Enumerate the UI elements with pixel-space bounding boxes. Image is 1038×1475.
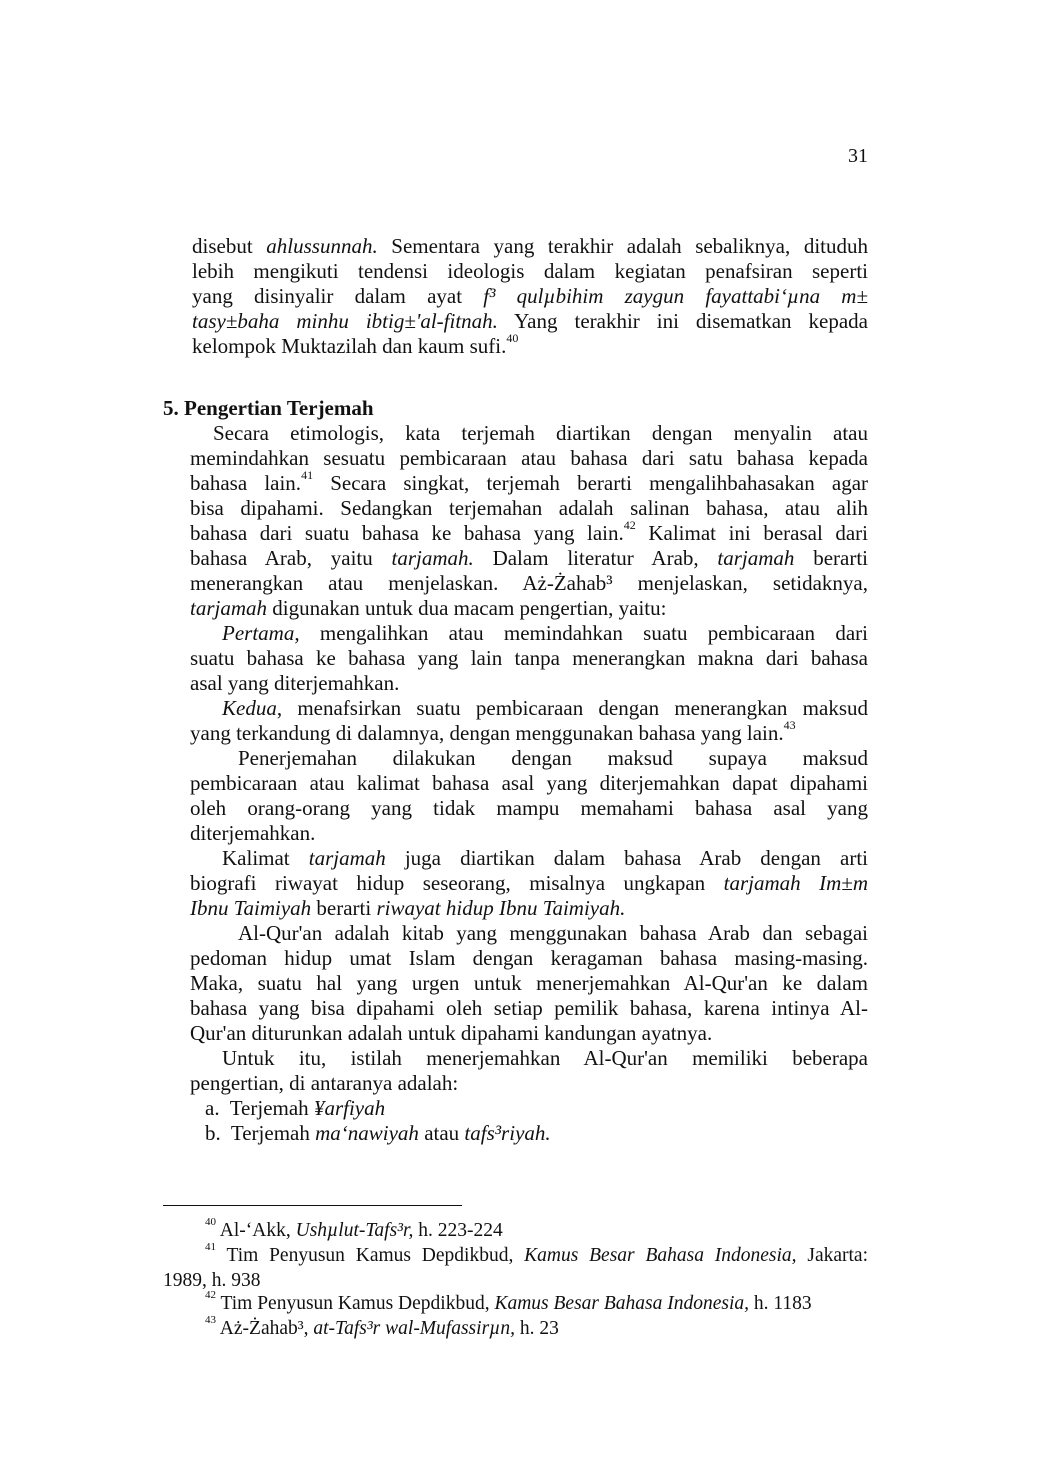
text: Al-Qur'an adalah kitab yang menggunakan bahasa Arab dan sebagai — [238, 921, 868, 945]
text: digunakan untuk dua macam pengertian, yaitu: — [267, 596, 667, 620]
italic-text: tarjamah — [308, 846, 386, 870]
text-line — [192, 259, 868, 284]
text-line — [190, 446, 868, 471]
text-line — [192, 331, 519, 359]
text: bisa dipahami. Sedangkan terjemahan adalah salinan bahasa, atau alih — [190, 496, 868, 520]
text: Kalimat ini berasal dari — [635, 521, 868, 545]
italic-text: tarjamah — [190, 596, 268, 620]
italic-text: Ibnu Taimiyah — [190, 896, 312, 920]
text-line — [238, 746, 868, 771]
text: juga diartikan dalam bahasa Arab dengan arti — [385, 846, 868, 870]
text: Maka, suatu hal yang urgen untuk menerjemahkan Al-Qur'an ke dalam — [190, 971, 868, 995]
text: Secara etimologis, kata terjemah diartikan dengan menyalin atau — [213, 421, 868, 445]
italic-text: Ushµlut-Tafs³r, — [295, 1220, 414, 1241]
text: a. Terjemah — [205, 1096, 314, 1120]
text-line — [190, 468, 869, 496]
text: Yang terakhir ini disematkan kepada — [497, 309, 868, 333]
text-line — [190, 971, 868, 996]
footnote-line — [205, 1316, 559, 1341]
text: asal yang diterjemahkan. — [190, 671, 400, 695]
text: h. 1183 — [749, 1293, 812, 1314]
footnote-line — [205, 1291, 812, 1316]
footnote-ref: 40 — [506, 331, 519, 345]
text: atau — [418, 1121, 465, 1145]
italic-text: f³ qulµbihim zaygun fayattabi‘µna m± — [483, 284, 868, 308]
footnote-ref: 40 — [205, 1216, 216, 1228]
text-line — [190, 771, 868, 796]
footnote-ref: 43 — [783, 718, 796, 732]
footnote-ref: 41 — [301, 468, 314, 482]
text: disebut — [192, 234, 267, 258]
text-line — [213, 421, 868, 446]
italic-text: at-Tafs³r wal-Mufassirµn, — [313, 1318, 516, 1339]
text-line — [238, 921, 868, 946]
text: memindahkan sesuatu pembicaraan atau bahasa dari satu bahasa kepada — [190, 446, 868, 470]
text: pembicaraan atau kalimat bahasa asal yang diterjemahkan dapat dipahami — [190, 771, 868, 795]
text-line — [190, 596, 666, 621]
text-line — [190, 571, 868, 596]
text: bahasa dari suatu bahasa ke bahasa yang lain. — [190, 521, 624, 545]
footnote-ref: 42 — [205, 1289, 216, 1301]
text: suatu bahasa ke bahasa yang lain tanpa menerangkan makna dari bahasa — [190, 646, 868, 670]
text: 1989, h. 938 — [163, 1270, 261, 1291]
text-line — [190, 896, 625, 921]
text: Tim Penyusun Kamus Depdikbud, — [216, 1245, 525, 1266]
text-line — [190, 996, 868, 1021]
text: h. 223-224 — [413, 1220, 503, 1241]
text-line — [190, 1071, 458, 1096]
italic-text: ¥arfiyah — [313, 1096, 386, 1120]
text: pedoman hidup umat Islam dengan keragaman bahasa masing-masing. — [190, 946, 868, 970]
text: , menafsirkan suatu pembicaraan dengan menerangkan maksud — [276, 696, 868, 720]
footnote-line — [205, 1243, 868, 1268]
text-line — [190, 821, 315, 846]
text-line — [222, 1046, 868, 1071]
page-number: 31 — [848, 145, 868, 167]
text-line — [222, 846, 868, 871]
text: yang disinyalir dalam ayat — [192, 284, 484, 308]
footnote-line — [205, 1218, 503, 1243]
text: Tim Penyusun Kamus Depdikbud, — [216, 1293, 495, 1314]
text-line — [222, 696, 868, 721]
italic-text: tarjamah — [717, 546, 795, 570]
italic-text: tarjamah. — [391, 546, 474, 570]
text: bahasa yang bisa dipahami oleh setiap pemilik bahasa, karena intinya Al- — [190, 996, 868, 1020]
text-line — [190, 646, 868, 671]
text-line — [190, 796, 868, 821]
text: Aż-Żahab³, — [216, 1318, 314, 1339]
text: Jakarta: — [796, 1245, 869, 1266]
text: h. 23 — [515, 1318, 559, 1339]
italic-text: ma‘nawiyah — [315, 1121, 419, 1145]
text-line — [190, 518, 868, 546]
text: kelompok Muktazilah dan kaum sufi. — [192, 334, 507, 358]
text: Qur'an diturunkan adalah untuk dipahami kandungan ayatnya. — [190, 1021, 713, 1045]
text: berarti — [311, 896, 377, 920]
text-line — [222, 621, 868, 646]
text: lebih mengikuti tendensi ideologis dalam kegiatan penafsiran seperti — [192, 259, 868, 283]
text: Sementara yang terakhir adalah sebaliknya, dituduh — [377, 234, 869, 258]
text: Kalimat — [222, 846, 309, 870]
text: b. Terjemah — [205, 1121, 316, 1145]
italic-text: Kamus Besar Bahasa Indonesia, — [524, 1245, 797, 1266]
text: menerangkan atau menjelaskan. Aż-Żahab³ menjelaskan, setidaknya, — [190, 571, 868, 595]
text: oleh orang-orang yang tidak mampu memahami bahasa asal yang — [190, 796, 868, 820]
text-line — [190, 718, 796, 746]
text: berarti — [794, 546, 869, 570]
text-line — [192, 284, 868, 309]
text-line — [192, 234, 868, 259]
text-line — [190, 671, 399, 696]
text: Untuk itu, istilah menerjemahkan Al-Qur'an memiliki beberapa — [222, 1046, 868, 1070]
italic-text: ahlussunnah. — [266, 234, 378, 258]
footnote-ref: 42 — [623, 518, 636, 532]
text-line — [190, 546, 868, 571]
italic-text: tafs³riyah. — [464, 1121, 551, 1145]
text-line — [190, 871, 868, 896]
text-line — [192, 309, 868, 334]
text: Secara singkat, terjemah berarti mengalihbahasakan agar — [313, 471, 869, 495]
text: bahasa Arab, yaitu — [190, 546, 392, 570]
italic-text: Kedua — [222, 696, 277, 720]
text-line — [205, 1121, 551, 1146]
text-line — [205, 1096, 385, 1121]
text-line — [190, 946, 868, 971]
italic-text: Kamus Besar Bahasa Indonesia, — [494, 1293, 750, 1314]
text: bahasa lain. — [190, 471, 302, 495]
text-line — [190, 496, 868, 521]
text: Penerjemahan dilakukan dengan maksud supaya maksud — [238, 746, 868, 770]
italic-text: Pertama — [222, 621, 295, 645]
text: Al-‘Akk, — [216, 1220, 296, 1241]
text-line — [190, 1021, 712, 1046]
text: yang terkandung di dalamnya, dengan menggunakan bahasa yang lain. — [190, 721, 784, 745]
section-heading: 5. Pengertian Terjemah — [163, 396, 374, 420]
italic-text: riwayat hidup Ibnu Taimiyah. — [376, 896, 626, 920]
footnote-ref: 43 — [205, 1314, 216, 1326]
footnote-divider — [163, 1205, 462, 1206]
text: , mengalihkan atau memindahkan suatu pembicaraan dari — [294, 621, 868, 645]
text: pengertian, di antaranya adalah: — [190, 1071, 459, 1095]
text: diterjemahkan. — [190, 821, 316, 845]
italic-text: tasy±baha minhu ibtig±'al-fitnah. — [192, 309, 498, 333]
footnote-ref: 41 — [205, 1241, 216, 1253]
text: biografi riwayat hidup seseorang, misalnya ungkapan — [190, 871, 724, 895]
italic-text: tarjamah Im±m — [723, 871, 868, 895]
text: Dalam literatur Arab, — [473, 546, 718, 570]
